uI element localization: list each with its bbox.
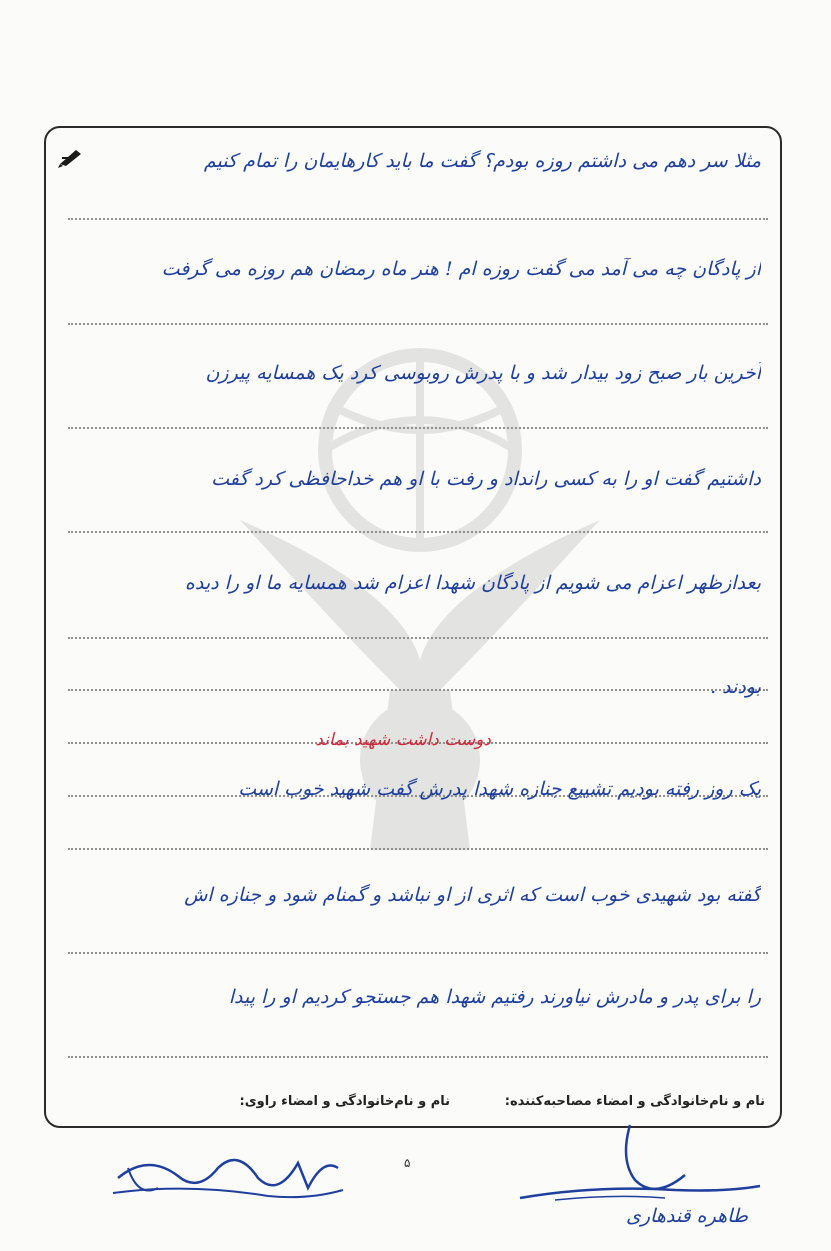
- handwritten-line: داشتیم گفت او را به کسی رانداد و رفت با او هم خداحافظی کرد گفت: [211, 468, 761, 490]
- rule-line: [68, 427, 768, 429]
- interviewer-signature: [515, 1120, 765, 1210]
- handwritten-line: یک روز رفته بودیم تشییع جنازه شهدا پدرش گفت شهید خوب است: [238, 778, 761, 800]
- rule-line: [68, 848, 768, 850]
- rule-line: [68, 637, 768, 639]
- interviewer-label: نام و نام‌خانوادگی و امضاء مصاحبه‌کننده:: [504, 1094, 765, 1109]
- rule-line: [68, 218, 768, 220]
- rule-line: [68, 952, 768, 954]
- handwritten-line: بودند .: [710, 676, 761, 698]
- handwritten-line: آخرین بار صبح زود بیدار شد و با پدرش روبوسی کرد یک همسایه پیرزن: [205, 362, 761, 384]
- interviewer-name: طاهره قندهاری: [626, 1205, 749, 1227]
- page-number: ۵: [404, 1156, 411, 1170]
- handwritten-line: را برای پدر و مادرش نیاورند رفتیم شهدا هم جستجو کردیم او را پیدا: [228, 986, 761, 1008]
- handwritten-heading: دوست داشت شهید بماند: [315, 730, 491, 750]
- rule-line: [68, 1056, 768, 1058]
- narrator-label: نام و نام‌خانوادگی و امضاء راوی:: [239, 1094, 450, 1109]
- narrator-signature: [108, 1148, 348, 1208]
- handwritten-line: بعدازظهر اعزام می شویم از پادگان شهدا اعزام شد همسایه ما او را دیده: [184, 572, 761, 594]
- rule-line: [68, 531, 768, 533]
- handwritten-line: از پادگان چه می آمد می گفت روزه ام ! هنر ماه رمضان هم روزه می گرفت: [161, 258, 761, 280]
- handwritten-line: گفته بود شهیدی خوب است که اثری از او نباشد و گمنام شود و جنازه اش: [184, 884, 761, 906]
- rule-line: [68, 323, 768, 325]
- handwritten-line: مثلا سر دهم می داشتم روزه بودم؟ گفت ما باید کارهایمان را تمام کنیم: [203, 150, 761, 172]
